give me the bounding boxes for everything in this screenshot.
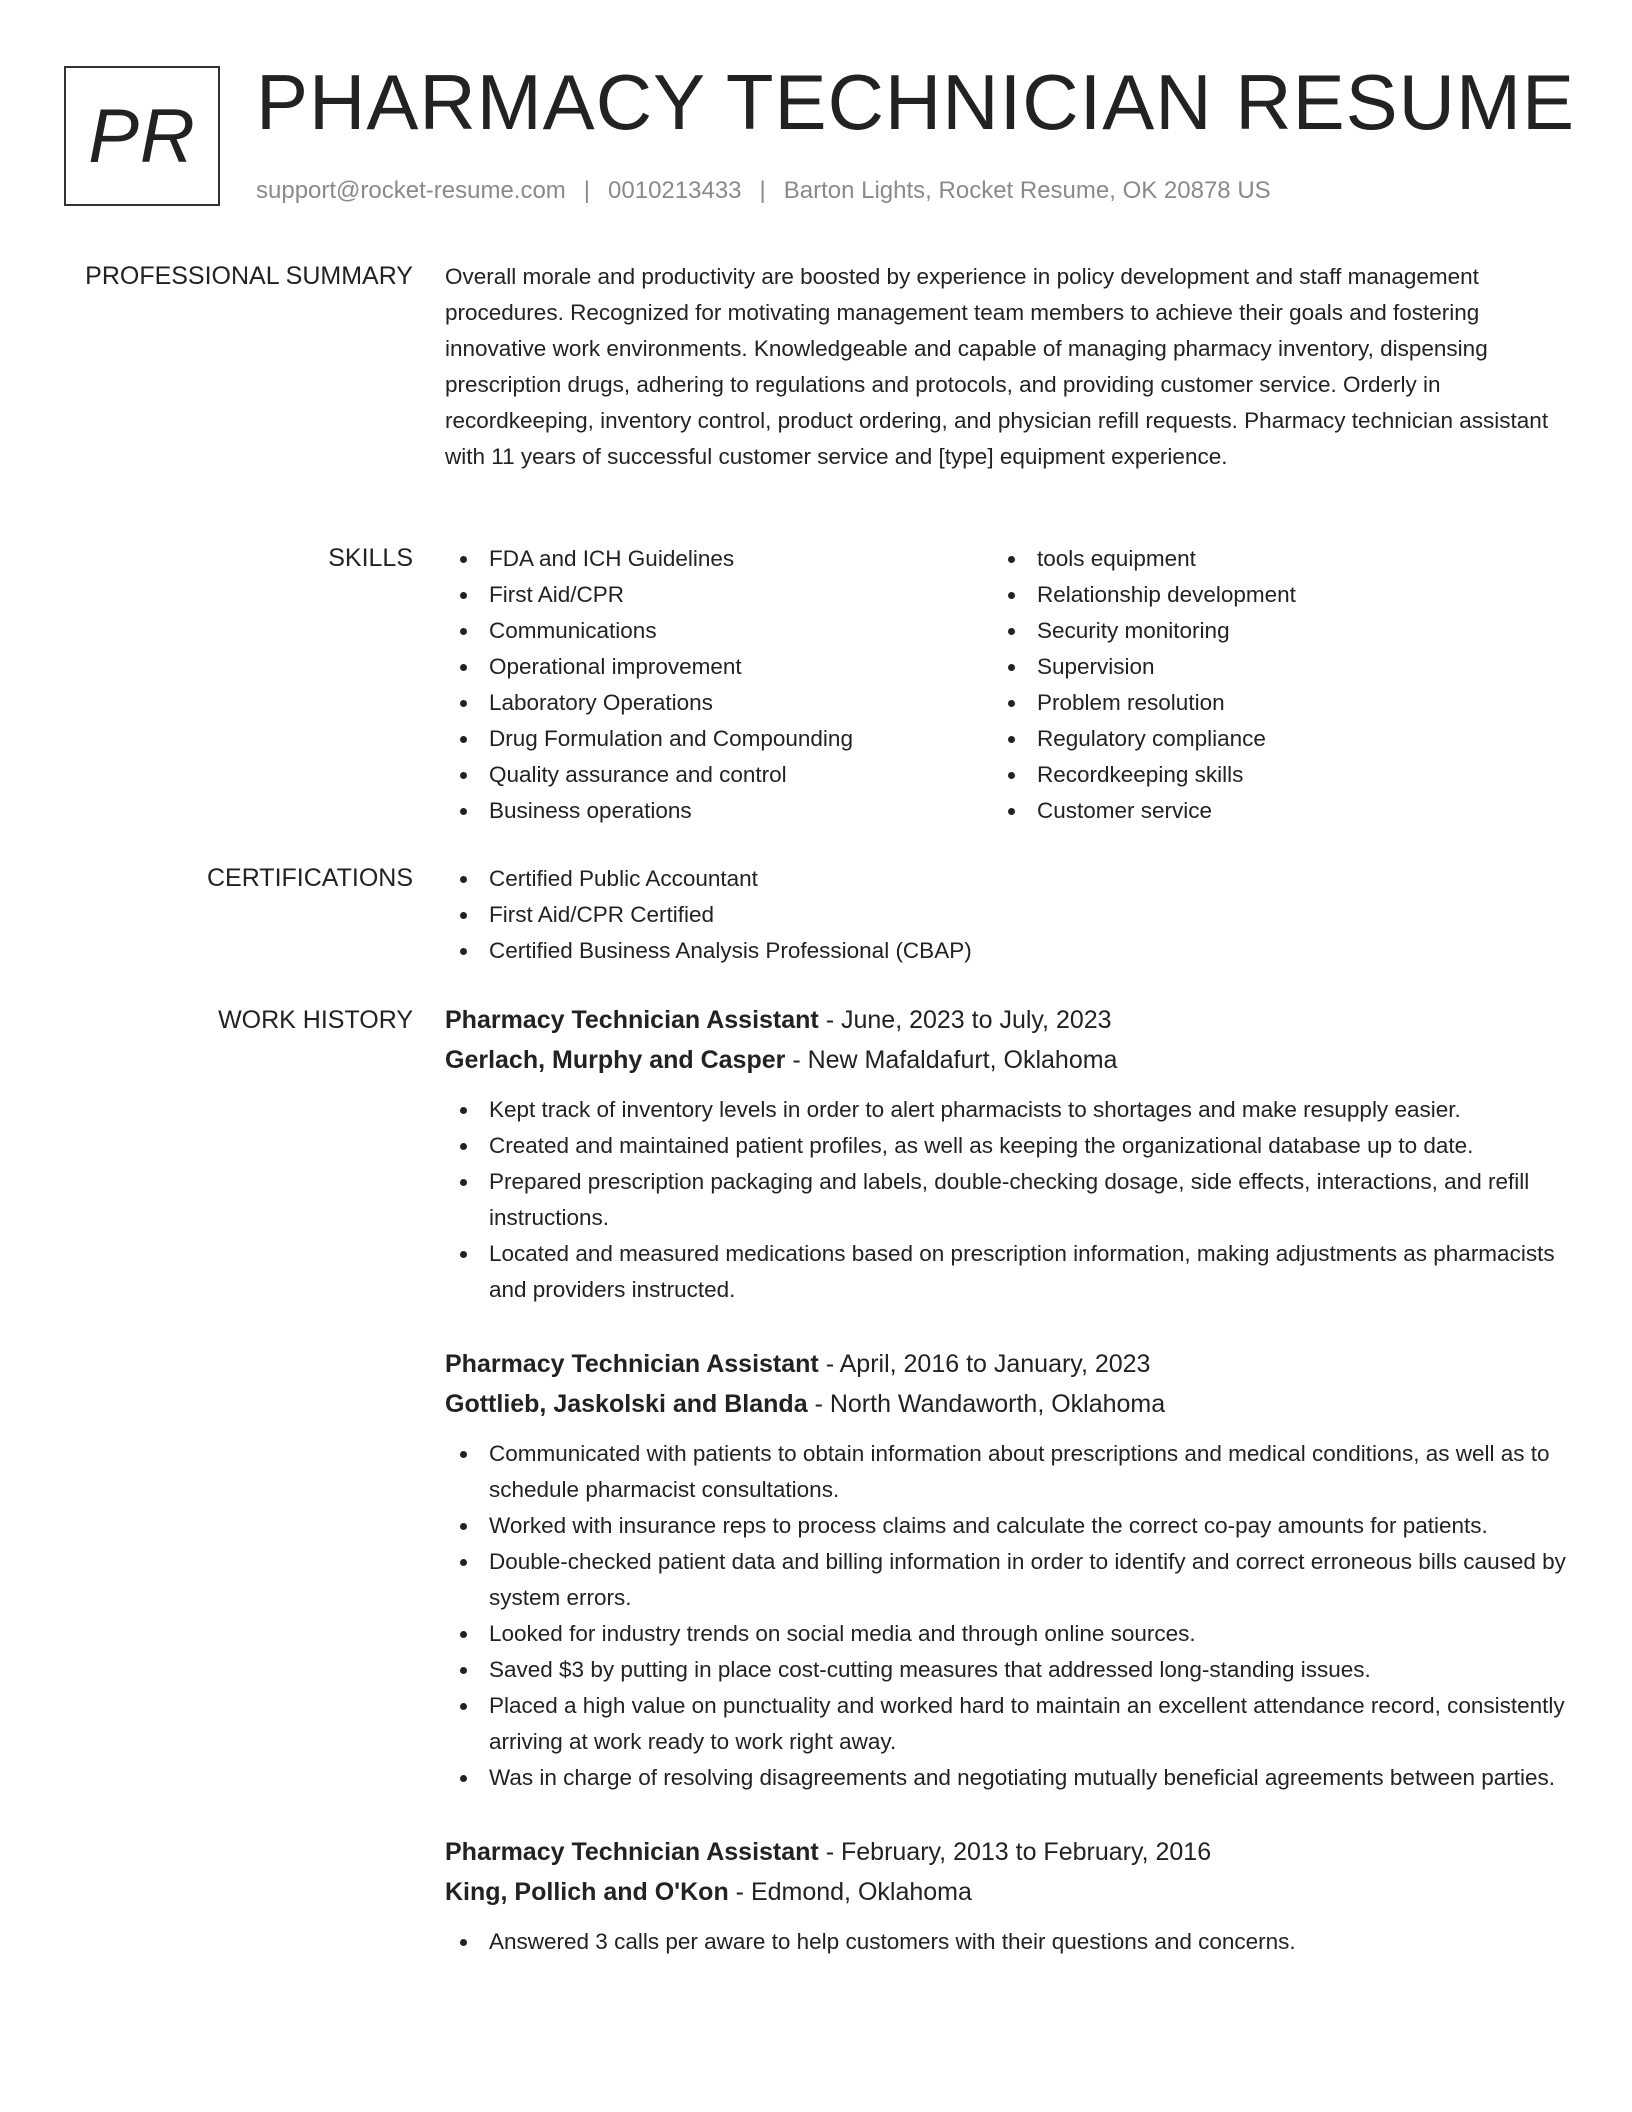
job-bullet: Kept track of inventory levels in order to alert pharmacists to shortages and make resupply easier.	[445, 1092, 1570, 1128]
skills-list-right	[993, 541, 1541, 829]
job-bullet: Placed a high value on punctuality and worked hard to maintain an excellent attendance record, consistently arriving at work ready to work right away.	[445, 1688, 1570, 1760]
job-entry	[445, 1344, 1570, 1796]
job-title-line	[445, 1344, 1570, 1384]
job-bullet: Created and maintained patient profiles, as well as keeping the organizational database up to date.	[445, 1128, 1570, 1164]
skill-item: Security monitoring	[993, 613, 1541, 649]
job-title-line	[445, 1000, 1570, 1040]
certifications-list	[445, 861, 1570, 969]
certification-item: Certified Business Analysis Professional (CBAP)	[445, 933, 1570, 969]
monogram-box	[64, 66, 220, 206]
job-bullets	[445, 1092, 1570, 1308]
contact-separator: |	[759, 177, 766, 204]
job-bullet: Located and measured medications based on prescription information, making adjustments as pharmacists and providers instructed.	[445, 1236, 1570, 1308]
skills-heading: SKILLS	[328, 544, 413, 572]
certification-item: First Aid/CPR Certified	[445, 897, 1570, 933]
job-bullet: Was in charge of resolving disagreements and negotiating mutually beneficial agreements between parties.	[445, 1760, 1570, 1796]
skill-item: Communications	[445, 613, 993, 649]
resume-title: PHARMACY TECHNICIAN RESUME	[256, 58, 1575, 146]
job-bullet: Double-checked patient data and billing information in order to identify and correct erroneous bills caused by system errors.	[445, 1544, 1570, 1616]
skills-columns	[445, 541, 1570, 829]
job-title: Pharmacy Technician Assistant	[445, 1838, 819, 1866]
job-dates: - February, 2013 to February, 2016	[825, 1838, 1212, 1866]
job-company: King, Pollich and O'Kon	[445, 1878, 729, 1906]
certification-item: Certified Public Accountant	[445, 861, 1570, 897]
job-company-line	[445, 1384, 1570, 1424]
skill-item: Business operations	[445, 793, 993, 829]
job-bullet: Saved $3 by putting in place cost-cutting measures that addressed long-standing issues.	[445, 1652, 1570, 1688]
job-company: Gerlach, Murphy and Casper	[445, 1046, 786, 1074]
work-history-body	[445, 1000, 1570, 1996]
job-bullet: Prepared prescription packaging and labels, double-checking dosage, side effects, interactions, and refill instructions.	[445, 1164, 1570, 1236]
certifications-body	[445, 861, 1570, 969]
job-title: Pharmacy Technician Assistant	[445, 1006, 819, 1034]
skill-item: FDA and ICH Guidelines	[445, 541, 993, 577]
job-bullet: Worked with insurance reps to process claims and calculate the correct co-pay amounts for patients.	[445, 1508, 1570, 1544]
skill-item: First Aid/CPR	[445, 577, 993, 613]
job-location: - Edmond, Oklahoma	[735, 1878, 972, 1906]
job-company-line	[445, 1872, 1570, 1912]
summary-heading: PROFESSIONAL SUMMARY	[85, 262, 413, 290]
monogram-initials: PR	[88, 93, 196, 179]
job-bullet: Looked for industry trends on social media and through online sources.	[445, 1616, 1570, 1652]
contact-phone[interactable]: 0010213433	[608, 177, 742, 204]
certifications-heading: CERTIFICATIONS	[206, 864, 413, 892]
job-title-line	[445, 1832, 1570, 1872]
skill-item: Recordkeeping skills	[993, 757, 1541, 793]
skills-list-left	[445, 541, 993, 829]
skill-item: tools equipment	[993, 541, 1541, 577]
contact-line	[256, 174, 1271, 208]
job-bullet: Communicated with patients to obtain information about prescriptions and medical conditions, as well as to schedule pharmacist consultations.	[445, 1436, 1570, 1508]
contact-email[interactable]: support@rocket-resume.com	[256, 177, 566, 204]
skill-item: Laboratory Operations	[445, 685, 993, 721]
skill-item: Customer service	[993, 793, 1541, 829]
contact-address: Barton Lights, Rocket Resume, OK 20878 US	[783, 177, 1271, 204]
job-bullets	[445, 1924, 1570, 1960]
summary-text: Overall morale and productivity are boosted by experience in policy development and staff management procedures. Recognized for motivating management team members to achieve their goals and fostering innovative work environments. Knowledgeable and capable of managing pharmacy inventory, dispensing prescription drugs, adhering to regulations and protocols, and providing customer service. Orderly in recordkeeping, inventory control, product ordering, and physician refill requests. Pharmacy technician assistant with 11 years of successful customer service and [type] equipment experience.	[445, 264, 1549, 469]
job-entry	[445, 1832, 1570, 1960]
job-title: Pharmacy Technician Assistant	[445, 1350, 819, 1378]
job-dates: - June, 2023 to July, 2023	[825, 1006, 1112, 1034]
skill-item: Relationship development	[993, 577, 1541, 613]
skill-item: Supervision	[993, 649, 1541, 685]
skill-item: Drug Formulation and Compounding	[445, 721, 993, 757]
skill-item: Regulatory compliance	[993, 721, 1541, 757]
job-dates: - April, 2016 to January, 2023	[825, 1350, 1151, 1378]
skill-item: Problem resolution	[993, 685, 1541, 721]
job-company-line	[445, 1040, 1570, 1080]
skill-item: Quality assurance and control	[445, 757, 993, 793]
job-bullet: Answered 3 calls per aware to help customers with their questions and concerns.	[445, 1924, 1570, 1960]
contact-separator: |	[583, 177, 591, 204]
job-bullets	[445, 1436, 1570, 1796]
job-location: - North Wandaworth, Oklahoma	[814, 1390, 1166, 1418]
job-entry	[445, 1000, 1570, 1308]
job-company: Gottlieb, Jaskolski and Blanda	[445, 1390, 808, 1418]
skill-item: Operational improvement	[445, 649, 993, 685]
job-location: - New Mafaldafurt, Oklahoma	[792, 1046, 1118, 1074]
work-history-heading: WORK HISTORY	[218, 1006, 413, 1034]
